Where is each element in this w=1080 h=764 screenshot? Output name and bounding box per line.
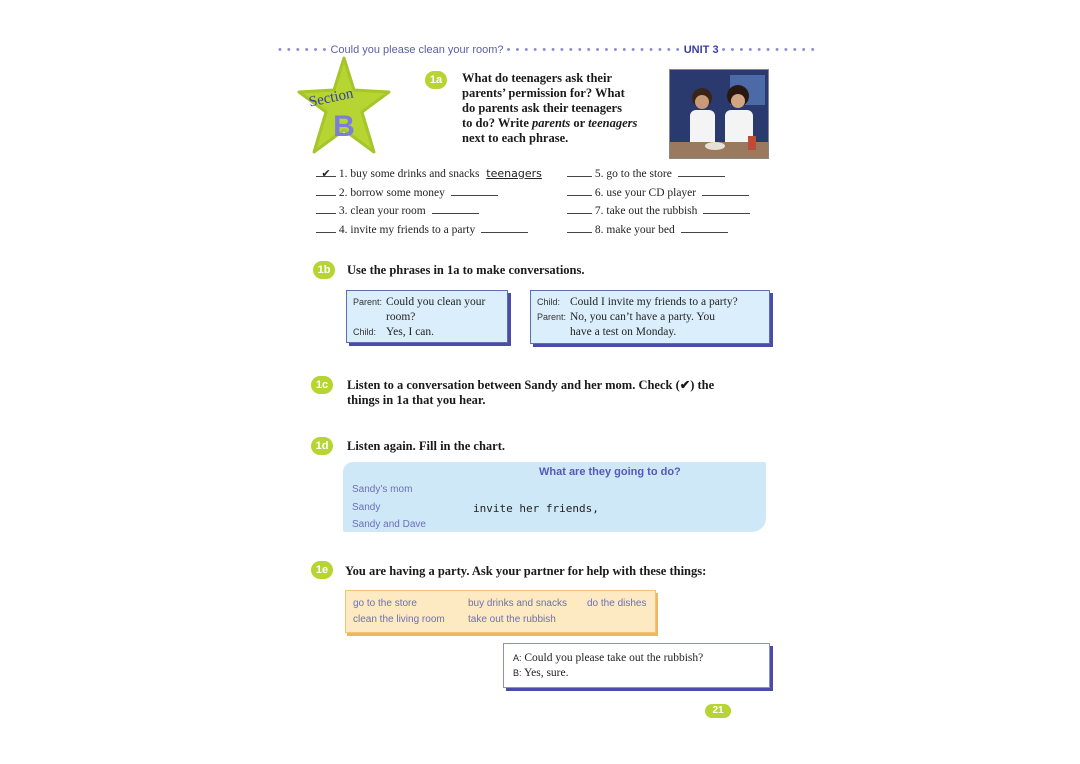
exercise-badge-1e: 1e (311, 561, 333, 579)
dialog-box-2: Child: Could I invite my friends to a party? Parent: No, you can’t have a party. You have a test on Monday. (530, 290, 770, 344)
phrase-row-7: 7. take out the rubbish (567, 203, 750, 219)
answer-blank[interactable] (316, 222, 336, 233)
answer-blank[interactable] (681, 222, 728, 233)
exercise-1c-instruction: Listen to a conversation between Sandy and her mom. Check (✔) the things in 1a that you hear. (347, 378, 715, 407)
phrase-row-1: ✔ 1. buy some drinks and snacks teenagers (316, 166, 542, 182)
answer-blank[interactable] (432, 203, 479, 214)
unit-label: UNIT 3 (683, 44, 719, 56)
task-item: go to the store (353, 598, 417, 609)
section-b-star (296, 56, 392, 156)
cooking-photo (669, 69, 769, 159)
chart-row-label: Sandy (352, 502, 381, 513)
exercise-1d-instruction: Listen again. Fill in the chart. (347, 439, 505, 453)
exercise-badge-1c: 1c (311, 376, 333, 394)
answer-blank[interactable] (703, 203, 750, 214)
answer-blank[interactable] (678, 166, 725, 177)
phrase-row-3: 3. clean your room (316, 203, 479, 219)
answer-blank[interactable] (451, 185, 498, 196)
answer-blank[interactable] (567, 185, 592, 196)
exercise-badge-1b: 1b (313, 261, 335, 279)
phrase-row-4: 4. invite my friends to a party (316, 222, 528, 238)
dialog-box-1: Parent: Could you clean your room? Child: Yes, I can. (346, 290, 508, 343)
section-word: Section (307, 85, 355, 111)
answer-blank[interactable] (316, 203, 336, 214)
fill-in-chart (343, 462, 766, 532)
chart-title: What are they going to do? (539, 466, 681, 478)
exercise-badge-1d: 1d (311, 437, 333, 455)
answer-blank[interactable] (567, 166, 592, 177)
check-mark-icon: ✔ (321, 167, 331, 180)
example-dialog: A: Could you please take out the rubbish? B: Yes, sure. (503, 643, 770, 688)
task-item: clean the living room (353, 614, 445, 625)
lesson-title: Could you please clean your room? (330, 44, 504, 56)
answer-blank[interactable] (316, 185, 336, 196)
chart-row-label: Sandy and Dave (352, 519, 426, 530)
task-item: do the dishes (587, 598, 647, 609)
task-item: buy drinks and snacks (468, 598, 567, 609)
task-item: take out the rubbish (468, 614, 556, 625)
answer-teenagers: teenagers (486, 167, 542, 180)
phrase-row-8: 8. make your bed (567, 222, 728, 238)
phrase-row-2: 2. borrow some money (316, 185, 498, 201)
task-list-box (345, 590, 656, 633)
exercise-1e-instruction: You are having a party. Ask your partner for help with these things: (345, 564, 707, 578)
answer-blank[interactable] (702, 185, 749, 196)
section-letter: B (333, 110, 355, 143)
exercise-1a-instruction: What do teenagers ask their parents’ permission for? What do parents ask their teenagers to do? Write parents or teenagers next to each phrase. (462, 71, 638, 145)
answer-blank[interactable] (567, 222, 592, 233)
phrase-row-6: 6. use your CD player (567, 185, 749, 201)
chart-row-label: Sandy’s mom (352, 484, 413, 495)
answer-blank[interactable] (567, 203, 592, 214)
exercise-badge-1a: 1a (425, 71, 447, 89)
running-header: • • • • • • Could you please clean your room? • • • • • • • • • • • • • • • • • • • • UNIT 3 • • • • • • • • • • • (278, 44, 816, 56)
exercise-1b-instruction: Use the phrases in 1a to make conversations. (347, 263, 585, 277)
answer-blank[interactable] (481, 222, 528, 233)
sandy-answer[interactable]: invite her friends, (473, 502, 599, 515)
page-number: 21 (705, 704, 731, 718)
phrase-row-5: 5. go to the store (567, 166, 725, 182)
